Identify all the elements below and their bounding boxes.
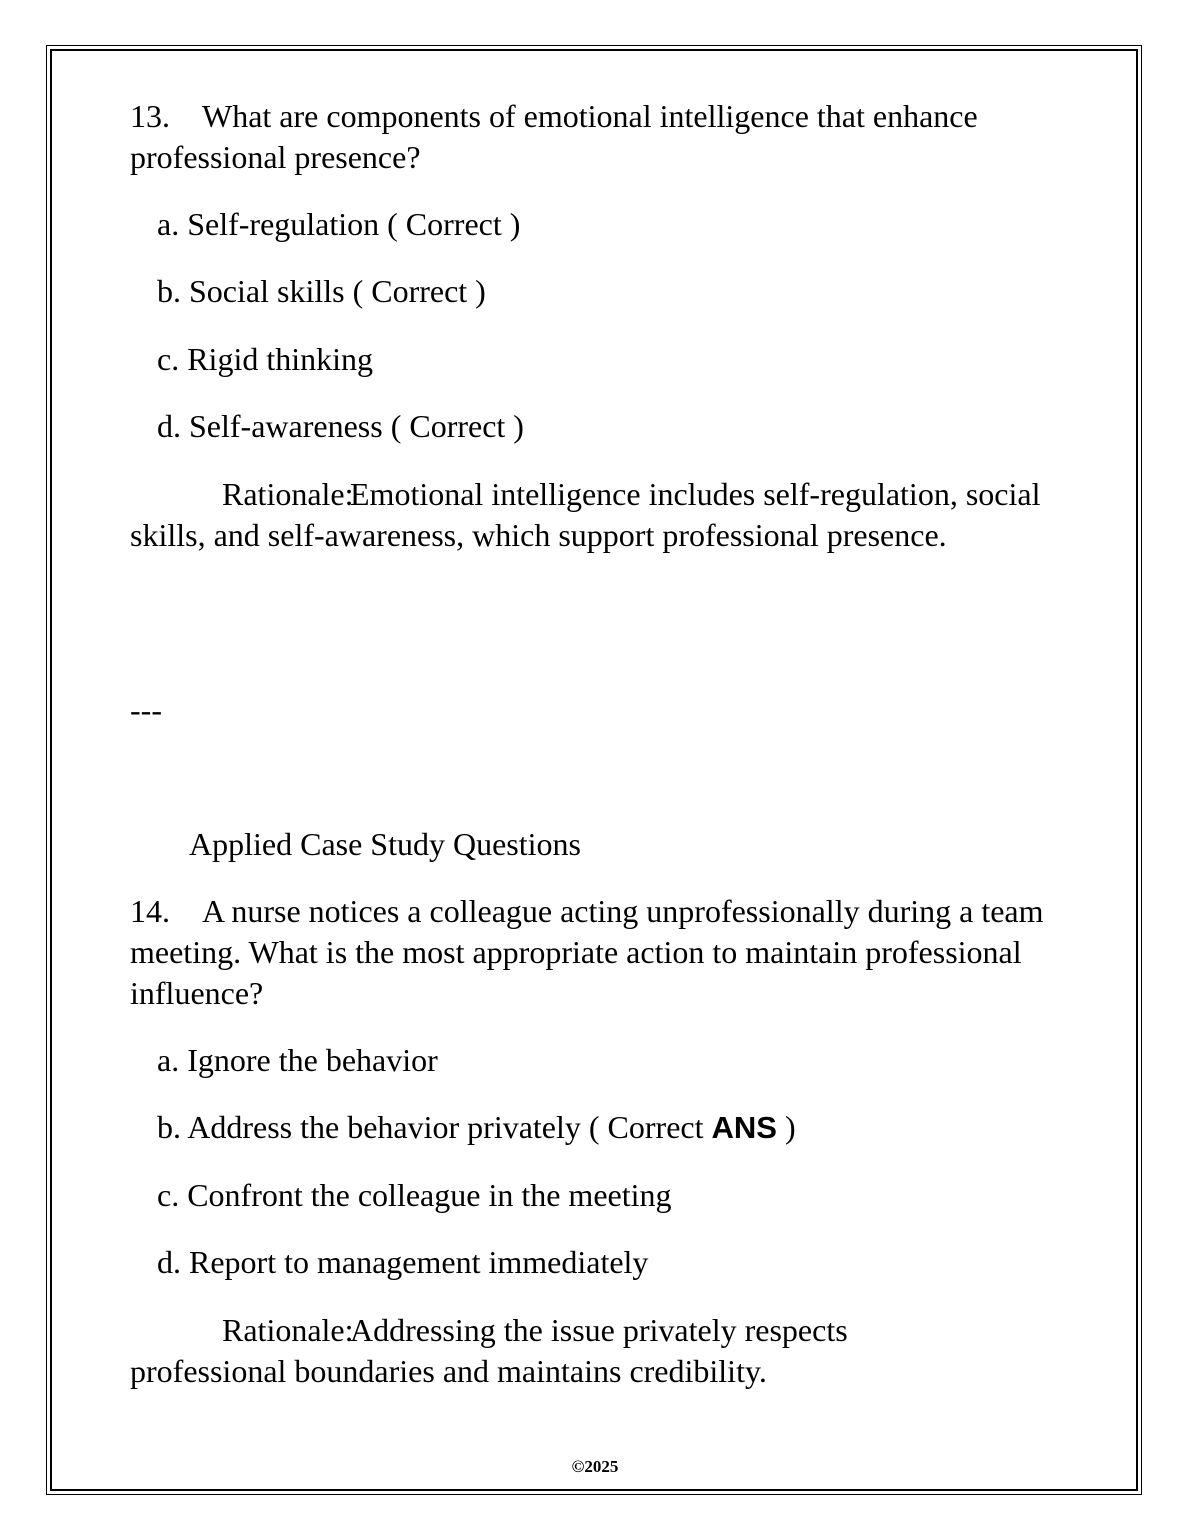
section-separator: --- — [130, 692, 162, 728]
question-14-option-a: a. Ignore the behavior — [157, 1042, 438, 1078]
rationale-text: Emotional intelligence includes self-regulation, social skills, and self-awareness, which support professional presence. — [130, 476, 1041, 553]
answer-tag: ANS — [711, 1110, 777, 1145]
question-13-option-d: d. Self-awareness ( Correct ) — [157, 408, 524, 444]
question-13-option-b: b. Social skills ( Correct ) — [157, 273, 486, 309]
question-13-option-a: a. Self-regulation ( Correct ) — [157, 206, 521, 242]
question-13-text: What are components of emotional intelligence that enhance professional presence? — [130, 98, 978, 175]
question-13-rationale — [130, 474, 1070, 556]
option-b-close: ) — [776, 1109, 796, 1145]
question-13-option-c: c. Rigid thinking — [157, 341, 373, 377]
question-14-option-b — [157, 1107, 796, 1148]
option-b-text: b. Address the behavior privately ( Correct — [157, 1109, 704, 1145]
question-14-option-d: d. Report to management immediately — [157, 1244, 649, 1280]
rationale-label: Rationale: — [222, 476, 354, 512]
question-13 — [130, 96, 1070, 178]
question-14-rationale — [130, 1310, 910, 1392]
section-heading: Applied Case Study Questions — [189, 826, 581, 862]
question-14-number: 14. — [130, 893, 170, 929]
question-14 — [130, 891, 1070, 1014]
copyright-footer: ©2025 — [571, 1457, 619, 1476]
rationale-text: Addressing the issue privately respects professional boundaries and maintains credibility. — [130, 1312, 848, 1389]
question-14-text: A nurse notices a colleague acting unprofessionally during a team meeting. What is the most appropriate action to maintain professional influence? — [130, 893, 1044, 1011]
question-14-option-c: c. Confront the colleague in the meeting — [157, 1177, 672, 1213]
question-13-number: 13. — [130, 98, 170, 134]
rationale-label: Rationale: — [222, 1312, 354, 1348]
